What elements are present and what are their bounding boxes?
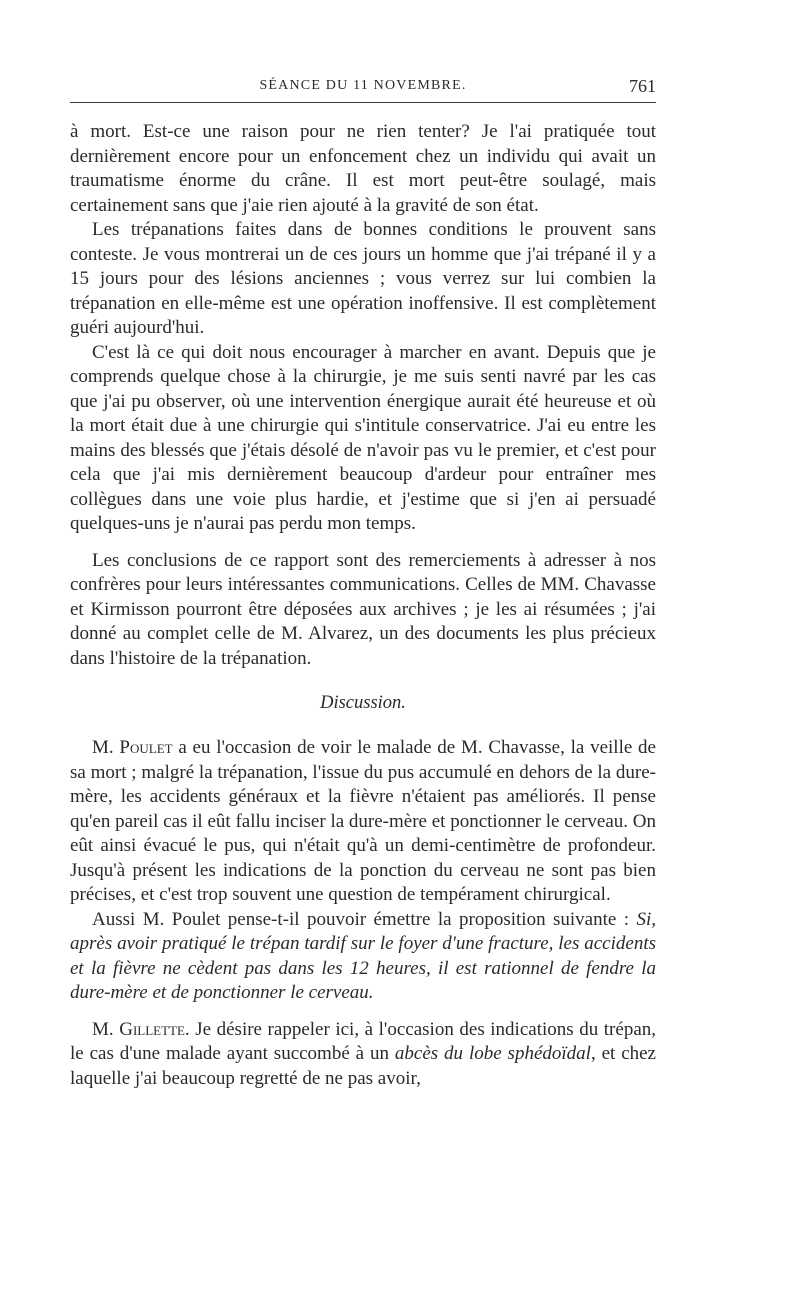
proposition-text: Si, après avoir pratiqué le trépan tardif sur le foyer d'une fracture, les accidents et la fièvre ne cèdent pas dans les 12 heures, il est rationnel de fendre la dure-mère et de ponctionner le cerveau. [70, 908, 656, 1003]
paragraph-3: C'est là ce qui doit nous encourager à marcher en avant. Depuis que je comprends quelque chose à la chirurgie, je me suis senti navré par les cas que j'ai pu observer, où une intervention énergique aurait été heureuse et où la mort était due à une chirurgie qui s'intitule conservatrice. J'ai eu entre les mains des blessés que j'étais désolé de n'avoir pas vu le premier, et c'est pour cela que j'ai mis dernièrement beaucoup d'ardeur pour entraîner mes collègues dans une voie plus hardie, et j'estime que si j'en ai persuadé quelques-uns je n'aurai pas perdu mon temps. [70, 341, 656, 534]
paragraph-gillette [70, 1018, 656, 1092]
paragraph-text: a eu l'occasion de voir le malade de M. Chavasse, la veille de sa mort ; malgré la trépanation, l'issue du pus accumulé en dehors de la dure-mère, les accidents généraux et la fièvre n'étaient pas améliorés. Il pense qu'en pareil cas il eût fallu inciser la dure-mère et ponctionner le cerveau. On eût ainsi évacué le pus, qui n'était qu'à un demi-centimètre de profondeur. Jusqu'à présent les indications de la ponction du cerveau ne sont pas bien précises, et c'est trop souvent une question de tempérament chirurgical. [70, 737, 656, 905]
section-heading-discussion: Discussion. [320, 693, 406, 713]
speaker-prefix: M. [92, 1018, 120, 1040]
paragraph-1: à mort. Est-ce une raison pour ne rien tenter? Je l'ai pratiquée tout dernièrement encore pour un enfoncement chez un individu qui avait un traumatisme énorme du crâne. Il est mort peut-être soulagé, mais certainement sans que j'aie rien ajouté à la gravité de son état. [70, 121, 656, 216]
paragraph-text: , et chez laquelle j'ai beaucoup regretté de ne pas avoir, [70, 1043, 656, 1089]
paragraph-text: Aussi M. Poulet pense-t-il pouvoir émettre la proposition suivante : [92, 908, 637, 930]
running-title: SÉANCE DU 11 NOVEMBRE. [259, 78, 467, 93]
paragraph-4: Les conclusions de ce rapport sont des remerciements à adresser à nos confrères pour leurs intéressantes communications. Celles de MM. Chavasse et Kirmisson pourront être déposées aux archives ; je les ai résumées ; j'ai donné au complet celle de M. Alvarez, un des documents les plus précieux dans l'histoire de la trépanation. [70, 549, 656, 669]
paragraph-text: . Je désire rappeler ici, à l'occasion des indications du trépan, le cas d'une malade ayant succombé à un [70, 1018, 656, 1064]
paragraph-2: Les trépanations faites dans de bonnes conditions le prouvent sans conteste. Je vous montrerai un de ces jours un homme que j'ai trépané il y a 15 jours pour des lésions anciennes ; vous verrez sur lui combien la trépanation en elle-même est une opération inoffensive. Il est complètement guéri aujourd'hui. [70, 219, 656, 338]
running-header [70, 76, 656, 103]
emphasis-text: abcès du lobe sphédoïdal [394, 1043, 591, 1064]
speaker-name: Poulet [119, 737, 173, 758]
speaker-prefix: M. [92, 737, 120, 758]
page-number: 761 [629, 76, 656, 96]
paragraph-proposition [70, 908, 656, 1006]
speaker-name: Gillette [119, 1018, 185, 1040]
body-text [70, 120, 656, 1091]
paragraph-poulet [70, 736, 656, 908]
